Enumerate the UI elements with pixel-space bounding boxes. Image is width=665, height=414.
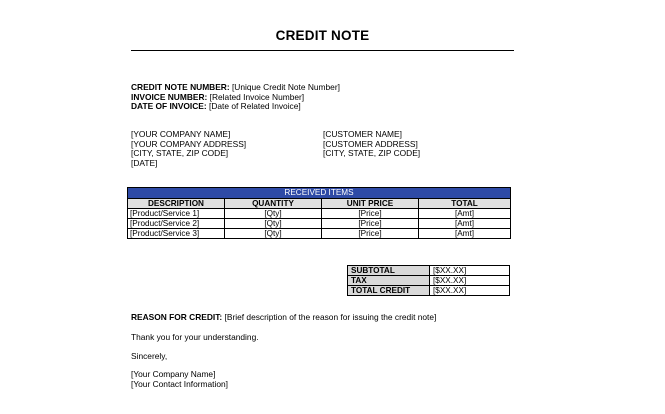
signature-company: [Your Company Name] — [131, 369, 216, 379]
item-description: [Product/Service 2] — [128, 218, 225, 228]
document-title: CREDIT NOTE — [275, 28, 370, 43]
item-quantity: [Qty] — [225, 208, 322, 218]
subtotal-value: [$XX.XX] — [430, 266, 510, 276]
credit-note-number-label: CREDIT NOTE NUMBER: — [131, 82, 230, 92]
tax-value: [$XX.XX] — [430, 276, 510, 286]
totals-table — [347, 265, 510, 296]
subtotal-row — [348, 266, 510, 276]
total-credit-row — [348, 286, 510, 296]
tax-label: TAX — [348, 276, 430, 286]
item-quantity: [Qty] — [225, 228, 322, 238]
column-header-quantity: QUANTITY — [225, 198, 322, 208]
item-unit-price: [Price] — [322, 218, 419, 228]
column-header-total: TOTAL — [419, 198, 511, 208]
reason-value: [Brief description of the reason for issuing the credit note] — [224, 312, 437, 322]
closing-text: Sincerely, — [131, 351, 168, 361]
table-row — [128, 228, 511, 238]
item-description: [Product/Service 1] — [128, 208, 225, 218]
column-header-unit-price: UNIT PRICE — [322, 198, 419, 208]
item-total: [Amt] — [419, 208, 511, 218]
received-items-band: RECEIVED ITEMS — [128, 188, 511, 199]
company-date: [DATE] — [131, 158, 158, 169]
company-address: [YOUR COMPANY ADDRESS] — [131, 138, 247, 149]
table-row — [128, 218, 511, 228]
invoice-date-label: DATE OF INVOICE: — [131, 101, 207, 112]
invoice-number-value: [Related Invoice Number] — [209, 91, 305, 102]
customer-city: [CITY, STATE, ZIP CODE] — [323, 148, 421, 159]
total-credit-value: [$XX.XX] — [430, 286, 510, 296]
company-city: [CITY, STATE, ZIP CODE] — [131, 148, 229, 159]
reason-for-credit — [131, 313, 436, 323]
signature-contact: [Your Contact Information] — [131, 378, 228, 389]
item-unit-price: [Price] — [322, 228, 419, 238]
customer-name: [CUSTOMER NAME] — [323, 129, 402, 139]
invoice-date-value: [Date of Related Invoice] — [209, 101, 301, 112]
company-address-block — [131, 130, 246, 169]
credit-note-number-value: [Unique Credit Note Number] — [231, 82, 340, 92]
invoice-number-label: INVOICE NUMBER: — [131, 91, 208, 102]
item-total: [Amt] — [419, 218, 511, 228]
item-unit-price: [Price] — [322, 208, 419, 218]
item-quantity: [Qty] — [225, 218, 322, 228]
subtotal-label: SUBTOTAL — [348, 266, 430, 276]
received-items-table — [127, 187, 511, 239]
tax-row — [348, 276, 510, 286]
table-row — [128, 208, 511, 218]
invoice-date-line — [131, 102, 340, 112]
total-credit-label: TOTAL CREDIT — [348, 286, 430, 296]
item-description: [Product/Service 3] — [128, 228, 225, 238]
customer-address: [CUSTOMER ADDRESS] — [323, 138, 418, 149]
thank-you-text: Thank you for your understanding. — [131, 332, 259, 342]
company-name: [YOUR COMPANY NAME] — [131, 129, 231, 139]
title-rule — [131, 50, 514, 51]
column-header-description: DESCRIPTION — [128, 198, 225, 208]
customer-address-block — [323, 130, 420, 159]
signature-block — [131, 370, 228, 389]
reason-label: REASON FOR CREDIT: — [131, 312, 223, 322]
item-total: [Amt] — [419, 228, 511, 238]
credit-note-meta — [131, 83, 340, 112]
